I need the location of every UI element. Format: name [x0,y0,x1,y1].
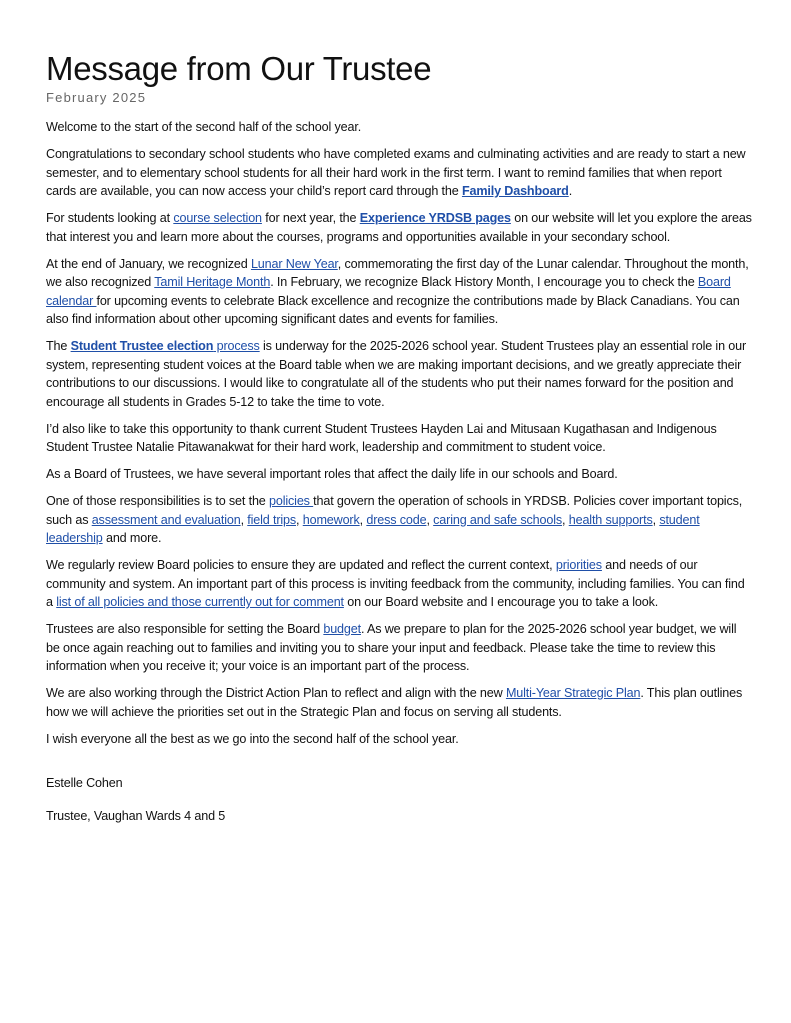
text: for next year, the [261,211,360,225]
student-leadership-link[interactable]: student leadership [46,512,700,545]
experience-yrdsb-link[interactable]: Experience YRDSB pages [359,211,511,225]
paragraph-closing: I wish everyone all the best as we go into the second half of the school year. [46,731,459,746]
policies-list-link[interactable]: list of all policies and those currently out for comment [56,595,344,609]
assessment-evaluation-link[interactable]: assessment and evaluation [91,512,241,527]
policies-link[interactable]: policies [269,494,314,508]
page-title: Message from Our Trustee [46,50,432,87]
budget-link[interactable]: budget [323,622,361,636]
paragraph-policy-review [46,556,752,612]
link-rest-part: process [213,339,260,353]
text: . As we prepare to plan for the 2025-2026 school year budget, we will be once again reaching out to families and inviting you to share your input and feedback. Please take the time to review this information when you receive it; your voice is an important part of the process. [46,622,737,673]
text: The [46,339,71,353]
separator: , [240,512,248,527]
student-trustee-election-link[interactable] [71,339,260,353]
paragraph-policies [46,492,752,548]
signature-block [46,774,752,825]
separator: , [426,512,434,527]
separator: , [296,512,303,527]
text: and needs of our community and system. An important part of this process is inviting feedback from the community, including families. You can find a [46,558,745,609]
text: on our Board website and I encourage you to take a look. [343,595,659,609]
tamil-heritage-month-link[interactable]: Tamil Heritage Month [154,275,271,289]
text: and more. [102,531,162,545]
text: For students looking at [46,211,174,225]
course-selection-link[interactable]: course selection [173,211,262,225]
paragraph-board-roles: As a Board of Trustees, we have several important roles that affect the daily life in our schools and Board. [46,467,618,481]
separator: , [562,512,569,527]
field-trips-link[interactable]: field trips [247,512,297,527]
text: . [568,184,573,198]
text: Trustees are also responsible for setting the Board [46,622,324,636]
strategic-plan-link[interactable]: Multi-Year Strategic Plan [505,686,641,700]
homework-link[interactable]: homework [302,512,360,527]
paragraph-student-trustee-election [46,337,752,411]
text: is underway for the 2025-2026 school year. Student Trustees play an essential role in our system, representing student voices at the Board table when we are making important decisions, and we greatly appreciate their contributions to our discussions. I would like to congratulate all of the students who put their names forward for the position and encourage all students in Grades 5-12 to take the time to vote. [46,339,747,409]
separator: , [652,512,660,527]
paragraph-strategic-plan [46,684,752,721]
board-calendar-link[interactable]: Board calendar [46,275,731,308]
paragraph-course-selection [46,209,752,246]
paragraph-thanks: I’d also like to take this opportunity to thank current Student Trustees Hayden Lai and Mitusaan Kugathasan and Indigenous Student Trustee Natalie Pitawanakwat for their hard work, leadership and commitment to student voice. [46,421,717,454]
family-dashboard-link[interactable]: Family Dashboard [461,184,569,198]
separator: , [359,512,367,527]
paragraph-recognitions [46,255,752,329]
text: that govern the operation of schools in YRDSB. Policies cover important topics, such as [46,494,743,527]
text: on our website will let you explore the areas that interest you and learn more about the courses, programs and opportunities available in your secondary school. [46,211,752,244]
paragraph-congratulations [46,145,752,201]
priorities-link[interactable]: priorities [555,558,602,572]
text: . This plan outlines how we will achieve the priorities set out in the Strategic Plan and focus on serving all students. [46,686,743,719]
document-page [46,50,752,839]
caring-safe-schools-link[interactable]: caring and safe schools [433,512,563,527]
date-subtitle: February 2025 [46,90,147,105]
text: At the end of January, we recognized [46,256,251,271]
text: . In February, we recognize Black History Month, I encourage you to check the [270,275,698,289]
lunar-new-year-link[interactable]: Lunar New Year [250,256,338,271]
paragraph-welcome: Welcome to the start of the second half of the school year. [46,120,362,134]
dress-code-link[interactable]: dress code [366,512,427,527]
paragraph-budget [46,620,752,676]
health-supports-link[interactable]: health supports [568,512,653,527]
signature-role: Trustee, Vaughan Wards 4 and 5 [46,808,226,823]
text: One of those responsibilities is to set the [46,494,270,508]
text: Congratulations to secondary school students who have completed exams and culminating activities and are ready to start a new semester, and to elementary school students for all their hard work in the first term. I want to remind families that when report cards are available, you can now access your child’s report card through the [46,147,746,198]
signature-name: Estelle Cohen [46,776,123,790]
link-bold-part: Student Trustee election [70,339,214,353]
text: We are also working through the District Action Plan to reflect and align with the new [46,686,506,700]
text: for upcoming events to celebrate Black excellence and recognize the contributions made by Black Canadians. You can also find information about other upcoming significant dates and events for families. [46,293,740,326]
text: , commemorating the first day of the Lunar calendar. Throughout the month, we also recognized [46,256,749,289]
text: We regularly review Board policies to ensure they are updated and reflect the current context, [46,558,556,572]
